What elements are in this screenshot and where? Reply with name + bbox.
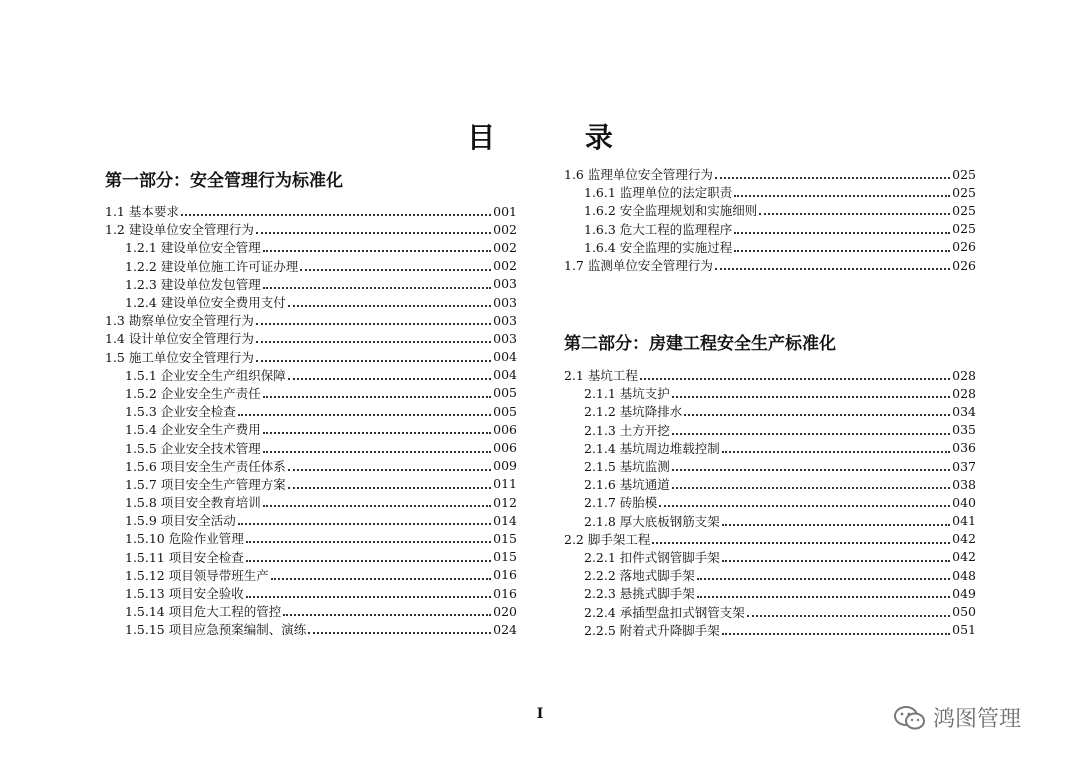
toc-entry-page: 036 [952, 440, 976, 456]
toc-entry-title: 1.6.2 安全监理规划和实施细则 [584, 203, 758, 219]
toc-entry-title: 1.5.3 企业安全检查 [125, 404, 236, 420]
toc-entry [105, 329, 517, 347]
toc-dot-leader [659, 495, 950, 507]
toc-dot-leader [722, 441, 950, 453]
toc-dot-leader [256, 350, 491, 362]
toc-entry [105, 438, 517, 456]
toc-entry-title: 2.2.1 扣件式钢管脚手架 [584, 549, 720, 565]
toc-dot-leader [288, 477, 491, 489]
toc-entry-page: 003 [493, 294, 517, 310]
toc-entry-page: 002 [493, 221, 517, 237]
watermark [893, 702, 1021, 733]
toc-dot-leader [256, 313, 491, 325]
toc-dot-leader [672, 423, 950, 435]
toc-entry-page: 004 [493, 367, 517, 383]
toc-entry-page: 025 [952, 184, 976, 200]
toc-entry [105, 202, 517, 220]
part-one-heading: 第一部分：安全管理行为标准化 [105, 171, 343, 191]
toc-dot-leader [288, 459, 491, 471]
toc-entry-page: 015 [493, 549, 517, 565]
toc-entry-page: 026 [952, 239, 976, 255]
toc-entry-page: 016 [493, 567, 517, 583]
toc-entry-page: 003 [493, 276, 517, 292]
toc-entry-title: 1.2.1 建设单位安全管理 [125, 240, 261, 256]
toc-entry [564, 584, 976, 602]
toc-entry-title: 1.2.4 建设单位安全费用支付 [125, 295, 286, 311]
toc-entry [105, 511, 517, 529]
toc-dot-leader [263, 441, 491, 453]
toc-entry-title: 1.5.4 企业安全生产费用 [125, 422, 261, 438]
toc-entry-title: 1.2.3 建设单位发包管理 [125, 276, 261, 292]
toc-entry-title: 1.5.11 项目安全检查 [125, 549, 244, 565]
toc-entry-page: 042 [952, 549, 976, 565]
toc-entry-page: 025 [952, 202, 976, 218]
toc-entry-title: 1.5.15 项目应急预案编制、演练 [125, 622, 307, 638]
toc-entry-page: 003 [493, 312, 517, 328]
toc-dot-leader [263, 495, 491, 507]
toc-entry-page: 040 [952, 494, 976, 510]
toc-entry-page: 015 [493, 530, 517, 546]
toc-dot-leader [734, 222, 950, 234]
toc-entry [564, 602, 976, 620]
toc-entry-title: 1.5.5 企业安全技术管理 [125, 440, 261, 456]
toc-entry-title: 2.1.1 基坑支护 [584, 386, 670, 402]
toc-entry [564, 512, 976, 530]
toc-entry-page: 003 [493, 330, 517, 346]
toc-list-part-one-continued [564, 165, 976, 274]
toc-entry [564, 165, 976, 183]
toc-entry-title: 1.6.1 监理单位的法定职责 [584, 185, 733, 201]
toc-entry-title: 1.4 设计单位安全管理行为 [105, 331, 254, 347]
toc-entry-title: 1.5.10 危险作业管理 [125, 531, 244, 547]
toc-entry-title: 2.1.6 基坑通道 [584, 477, 670, 493]
toc-dot-leader [684, 404, 950, 416]
toc-entry-page: 011 [493, 476, 517, 492]
toc-entry-title: 2.1.2 基坑降排水 [584, 404, 683, 420]
toc-entry-title: 1.5 施工单位安全管理行为 [105, 349, 254, 365]
toc-entry [564, 384, 976, 402]
toc-dot-leader [308, 622, 491, 634]
toc-entry-page: 028 [952, 367, 976, 383]
toc-entry-page: 004 [493, 349, 517, 365]
toc-entry-page: 028 [952, 385, 976, 401]
toc-entry-page: 042 [952, 531, 976, 547]
toc-entry [105, 257, 517, 275]
toc-entry-page: 051 [952, 622, 976, 638]
toc-entry [564, 475, 976, 493]
toc-entry-title: 1.5.2 企业安全生产责任 [125, 385, 261, 401]
toc-dot-leader [238, 404, 491, 416]
toc-entry [564, 566, 976, 584]
toc-entry-title: 2.1.5 基坑监测 [584, 459, 670, 475]
toc-entry-page: 025 [952, 166, 976, 182]
toc-entry [564, 238, 976, 256]
toc-dot-leader [652, 532, 950, 544]
toc-entry [105, 348, 517, 366]
toc-entry-title: 1.5.7 项目安全生产管理方案 [125, 476, 286, 492]
toc-entry [564, 548, 976, 566]
toc-entry-title: 2.1.3 土方开挖 [584, 422, 670, 438]
toc-entry-page: 050 [952, 604, 976, 620]
toc-entry-page: 005 [493, 403, 517, 419]
toc-entry-page: 037 [952, 458, 976, 474]
toc-entry-page: 014 [493, 512, 517, 528]
toc-dot-leader [715, 258, 950, 270]
toc-entry-page: 049 [952, 585, 976, 601]
toc-dot-leader [697, 568, 950, 580]
toc-entry [564, 256, 976, 274]
toc-entry-title: 1.5.6 项目安全生产责任体系 [125, 458, 286, 474]
toc-entry-title: 1.6.3 危大工程的监理程序 [584, 221, 733, 237]
toc-entry-title: 2.1 基坑工程 [564, 368, 638, 384]
toc-entry [105, 238, 517, 256]
toc-entry-title: 1.5.1 企业安全生产组织保障 [125, 367, 286, 383]
toc-dot-leader [263, 240, 491, 252]
toc-entry-title: 1.5.8 项目安全教育培训 [125, 495, 261, 511]
toc-entry-page: 002 [493, 239, 517, 255]
toc-entry [105, 275, 517, 293]
toc-entry [105, 493, 517, 511]
toc-entry-page: 006 [493, 440, 517, 456]
toc-entry [564, 183, 976, 201]
toc-entry [105, 420, 517, 438]
toc-entry-page: 009 [493, 458, 517, 474]
toc-entry [105, 529, 517, 547]
toc-entry-title: 2.1.4 基坑周边堆载控制 [584, 440, 720, 456]
toc-dot-leader [246, 586, 491, 598]
toc-entry [105, 620, 517, 638]
toc-dot-leader [288, 295, 491, 307]
toc-entry-page: 020 [493, 603, 517, 619]
toc-dot-leader [238, 513, 491, 525]
toc-entry-page: 012 [493, 494, 517, 510]
toc-dot-leader [734, 185, 950, 197]
page-title: 目 录 [467, 121, 653, 154]
toc-dot-leader [181, 204, 491, 216]
toc-entry-title: 1.3 勘察单位安全管理行为 [105, 313, 254, 329]
toc-entry-page: 006 [493, 421, 517, 437]
toc-entry-page: 034 [952, 403, 976, 419]
toc-entry-title: 1.5.12 项目领导带班生产 [125, 567, 269, 583]
toc-entry-title: 2.2.5 附着式升降脚手架 [584, 622, 720, 638]
toc-dot-leader [283, 604, 491, 616]
toc-dot-leader [697, 586, 950, 598]
toc-dot-leader [734, 240, 950, 252]
toc-entry [105, 311, 517, 329]
toc-list-part-two [564, 366, 976, 639]
toc-entry [105, 457, 517, 475]
toc-entry-title: 1.2 建设单位安全管理行为 [105, 222, 254, 238]
toc-dot-leader [672, 386, 950, 398]
toc-entry-title: 2.1.7 砖胎模 [584, 495, 658, 511]
toc-entry-page: 026 [952, 257, 976, 273]
toc-entry [105, 384, 517, 402]
toc-dot-leader [246, 531, 491, 543]
toc-dot-leader [300, 259, 491, 271]
toc-dot-leader [672, 477, 950, 489]
toc-dot-leader [288, 368, 491, 380]
watermark-text: 鸿图管理 [933, 707, 1022, 732]
toc-entry-title: 1.6 监理单位安全管理行为 [564, 167, 713, 183]
toc-entry-page: 025 [952, 221, 976, 237]
toc-dot-leader [722, 623, 950, 635]
toc-entry [564, 530, 976, 548]
toc-dot-leader [715, 167, 950, 179]
toc-entry-title: 2.2.4 承插型盘扣式钢管支架 [584, 604, 745, 620]
toc-entry-title: 1.1 基本要求 [105, 204, 179, 220]
wechat-icon [893, 705, 927, 731]
toc-entry-page: 005 [493, 385, 517, 401]
toc-dot-leader [722, 550, 950, 562]
toc-entry-title: 1.2.2 建设单位施工许可证办理 [125, 258, 299, 274]
toc-dot-leader [256, 331, 491, 343]
toc-entry [105, 602, 517, 620]
toc-list-part-one [105, 202, 517, 639]
toc-entry-title: 2.2 脚手架工程 [564, 531, 651, 547]
toc-entry [564, 457, 976, 475]
toc-dot-leader [263, 277, 491, 289]
toc-entry-title: 2.1.8 厚大底板钢筋支架 [584, 513, 720, 529]
toc-entry [564, 439, 976, 457]
toc-entry [564, 220, 976, 238]
toc-entry [564, 493, 976, 511]
toc-entry [105, 220, 517, 238]
toc-dot-leader [640, 368, 950, 380]
toc-dot-leader [722, 514, 950, 526]
toc-entry [105, 293, 517, 311]
toc-entry-title: 2.2.3 悬挑式脚手架 [584, 586, 695, 602]
toc-entry-page: 048 [952, 567, 976, 583]
toc-dot-leader [263, 422, 491, 434]
toc-entry [105, 548, 517, 566]
toc-entry [564, 366, 976, 384]
toc-entry-page: 041 [952, 513, 976, 529]
toc-entry [105, 566, 517, 584]
toc-entry [105, 584, 517, 602]
toc-entry [564, 201, 976, 219]
toc-entry-title: 1.5.14 项目危大工程的管控 [125, 604, 282, 620]
toc-entry [105, 402, 517, 420]
toc-entry [564, 621, 976, 639]
toc-entry-title: 2.2.2 落地式脚手架 [584, 568, 695, 584]
toc-entry [105, 366, 517, 384]
toc-dot-leader [271, 568, 491, 580]
toc-entry-page: 016 [493, 585, 517, 601]
toc-entry-title: 1.6.4 安全监理的实施过程 [584, 239, 733, 255]
toc-dot-leader [747, 605, 950, 617]
toc-entry-title: 1.5.9 项目安全活动 [125, 513, 236, 529]
toc-dot-leader [672, 459, 950, 471]
toc-entry-page: 038 [952, 476, 976, 492]
toc-entry-page: 002 [493, 258, 517, 274]
toc-entry [564, 421, 976, 439]
part-two-heading: 第二部分：房建工程安全生产标准化 [564, 334, 836, 354]
toc-entry [105, 475, 517, 493]
toc-dot-leader [759, 203, 950, 215]
toc-entry-title: 1.5.13 项目安全验收 [125, 586, 244, 602]
toc-dot-leader [246, 550, 491, 562]
toc-dot-leader [263, 386, 491, 398]
toc-entry-page: 024 [493, 621, 517, 637]
toc-entry-page: 001 [493, 203, 517, 219]
toc-entry [564, 402, 976, 420]
toc-dot-leader [256, 222, 491, 234]
page-number: I [536, 706, 544, 722]
toc-entry-title: 1.7 监测单位安全管理行为 [564, 258, 713, 274]
toc-entry-page: 035 [952, 422, 976, 438]
